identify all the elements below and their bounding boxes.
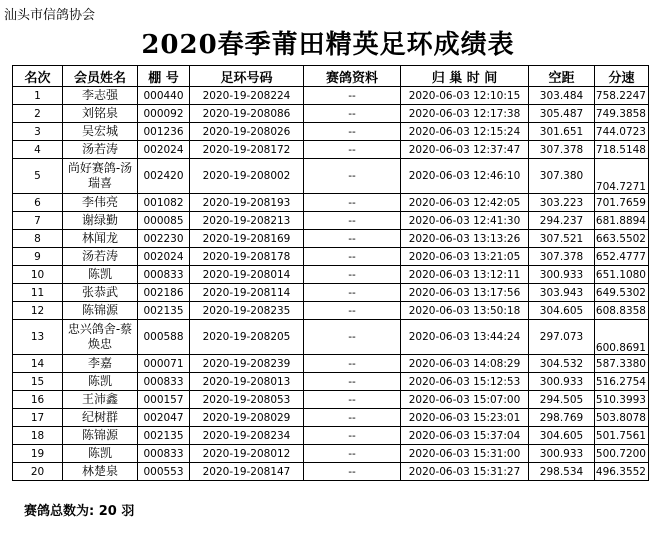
member-name-cell: 陈凯 <box>63 445 138 463</box>
header-rank: 名次 <box>13 66 63 87</box>
header-pigeon-info: 赛鸽资料 <box>304 66 401 87</box>
speed-cell: 503.8078 <box>595 409 649 427</box>
ring-number-cell: 2020-19-208169 <box>190 230 304 248</box>
member-name-cell: 纪树群 <box>63 409 138 427</box>
table-row <box>13 248 649 266</box>
ring-number-cell: 2020-19-208053 <box>190 391 304 409</box>
table-row <box>13 87 649 105</box>
speed-cell: 516.2754 <box>595 373 649 391</box>
shed-number-cell: 000092 <box>138 105 190 123</box>
arrival-time-cell: 2020-06-03 13:44:24 <box>401 320 529 355</box>
distance-cell: 294.505 <box>529 391 595 409</box>
pigeon-info-cell: -- <box>304 141 401 159</box>
ring-number-cell: 2020-19-208172 <box>190 141 304 159</box>
rank-cell: 19 <box>13 445 63 463</box>
ring-number-cell: 2020-19-208205 <box>190 320 304 355</box>
member-name-cell: 汤若涛 <box>63 141 138 159</box>
speed-cell: 496.3552 <box>595 463 649 481</box>
pigeon-info-cell: -- <box>304 391 401 409</box>
table-row <box>13 284 649 302</box>
member-name-cell: 吴宏城 <box>63 123 138 141</box>
member-name-cell: 陈凯 <box>63 373 138 391</box>
speed-cell: 704.7271 <box>595 159 649 194</box>
rank-cell: 11 <box>13 284 63 302</box>
ring-number-cell: 2020-19-208014 <box>190 266 304 284</box>
arrival-time-cell: 2020-06-03 12:42:05 <box>401 194 529 212</box>
table-row <box>13 230 649 248</box>
ring-number-cell: 2020-19-208086 <box>190 105 304 123</box>
distance-cell: 298.534 <box>529 463 595 481</box>
rank-cell: 10 <box>13 266 63 284</box>
ring-number-cell: 2020-19-208013 <box>190 373 304 391</box>
table-row <box>13 212 649 230</box>
rank-cell: 5 <box>13 159 63 194</box>
member-name-cell: 王沛鑫 <box>63 391 138 409</box>
table-row <box>13 105 649 123</box>
rank-cell: 7 <box>13 212 63 230</box>
pigeon-info-cell: -- <box>304 87 401 105</box>
rank-cell: 20 <box>13 463 63 481</box>
shed-number-cell: 002230 <box>138 230 190 248</box>
shed-number-cell: 000071 <box>138 355 190 373</box>
speed-cell: 651.1080 <box>595 266 649 284</box>
rank-cell: 18 <box>13 427 63 445</box>
arrival-time-cell: 2020-06-03 13:50:18 <box>401 302 529 320</box>
shed-number-cell: 000833 <box>138 266 190 284</box>
shed-number-cell: 001236 <box>138 123 190 141</box>
shed-number-cell: 002135 <box>138 302 190 320</box>
arrival-time-cell: 2020-06-03 12:46:10 <box>401 159 529 194</box>
arrival-time-cell: 2020-06-03 12:41:30 <box>401 212 529 230</box>
distance-cell: 307.380 <box>529 159 595 194</box>
speed-cell: 749.3858 <box>595 105 649 123</box>
shed-number-cell: 000157 <box>138 391 190 409</box>
distance-cell: 298.769 <box>529 409 595 427</box>
speed-cell: 652.4777 <box>595 248 649 266</box>
member-name-cell: 林闻龙 <box>63 230 138 248</box>
distance-cell: 304.605 <box>529 427 595 445</box>
arrival-time-cell: 2020-06-03 13:21:05 <box>401 248 529 266</box>
member-name-cell: 李志强 <box>63 87 138 105</box>
arrival-time-cell: 2020-06-03 14:08:29 <box>401 355 529 373</box>
arrival-time-cell: 2020-06-03 13:17:56 <box>401 284 529 302</box>
header-ring-number: 足环号码 <box>190 66 304 87</box>
distance-cell: 304.532 <box>529 355 595 373</box>
header-shed-number: 棚 号 <box>138 66 190 87</box>
pigeon-info-cell: -- <box>304 105 401 123</box>
arrival-time-cell: 2020-06-03 12:10:15 <box>401 87 529 105</box>
distance-cell: 307.378 <box>529 248 595 266</box>
table-row <box>13 123 649 141</box>
member-name-cell: 尚好赛鸽-汤瑞喜 <box>63 159 138 194</box>
ring-number-cell: 2020-19-208193 <box>190 194 304 212</box>
shed-number-cell: 000440 <box>138 87 190 105</box>
rank-cell: 16 <box>13 391 63 409</box>
shed-number-cell: 000085 <box>138 212 190 230</box>
member-name-cell: 刘铭泉 <box>63 105 138 123</box>
ring-number-cell: 2020-19-208147 <box>190 463 304 481</box>
distance-cell: 303.223 <box>529 194 595 212</box>
pigeon-info-cell: -- <box>304 284 401 302</box>
shed-number-cell: 002047 <box>138 409 190 427</box>
pigeon-info-cell: -- <box>304 320 401 355</box>
pigeon-info-cell: -- <box>304 355 401 373</box>
rank-cell: 2 <box>13 105 63 123</box>
rank-cell: 14 <box>13 355 63 373</box>
speed-cell: 587.3380 <box>595 355 649 373</box>
table-body <box>13 87 649 481</box>
member-name-cell: 汤若涛 <box>63 248 138 266</box>
shed-number-cell: 002024 <box>138 248 190 266</box>
member-name-cell: 张恭武 <box>63 284 138 302</box>
rank-cell: 9 <box>13 248 63 266</box>
pigeon-info-cell: -- <box>304 427 401 445</box>
distance-cell: 300.933 <box>529 445 595 463</box>
arrival-time-cell: 2020-06-03 15:37:04 <box>401 427 529 445</box>
rank-cell: 3 <box>13 123 63 141</box>
rank-cell: 15 <box>13 373 63 391</box>
distance-cell: 300.933 <box>529 373 595 391</box>
arrival-time-cell: 2020-06-03 12:17:38 <box>401 105 529 123</box>
ring-number-cell: 2020-19-208213 <box>190 212 304 230</box>
arrival-time-cell: 2020-06-03 15:07:00 <box>401 391 529 409</box>
distance-cell: 294.237 <box>529 212 595 230</box>
shed-number-cell: 000553 <box>138 463 190 481</box>
arrival-time-cell: 2020-06-03 15:12:53 <box>401 373 529 391</box>
arrival-time-cell: 2020-06-03 12:15:24 <box>401 123 529 141</box>
shed-number-cell: 000588 <box>138 320 190 355</box>
table-row <box>13 445 649 463</box>
table-row <box>13 463 649 481</box>
pigeon-info-cell: -- <box>304 248 401 266</box>
table-row <box>13 320 649 355</box>
header-speed: 分速 <box>595 66 649 87</box>
ring-number-cell: 2020-19-208029 <box>190 409 304 427</box>
page-title: 2020春季莆田精英足环成绩表 <box>141 30 515 60</box>
member-name-cell: 李伟亮 <box>63 194 138 212</box>
table-row <box>13 266 649 284</box>
rank-cell: 4 <box>13 141 63 159</box>
pigeon-info-cell: -- <box>304 230 401 248</box>
ring-number-cell: 2020-19-208234 <box>190 427 304 445</box>
table-header-row <box>13 66 649 87</box>
pigeon-info-cell: -- <box>304 266 401 284</box>
speed-cell: 758.2247 <box>595 87 649 105</box>
speed-cell: 744.0723 <box>595 123 649 141</box>
table-row <box>13 409 649 427</box>
member-name-cell: 林楚泉 <box>63 463 138 481</box>
arrival-time-cell: 2020-06-03 15:31:00 <box>401 445 529 463</box>
ring-number-cell: 2020-19-208026 <box>190 123 304 141</box>
distance-cell: 297.073 <box>529 320 595 355</box>
shed-number-cell: 002420 <box>138 159 190 194</box>
pigeon-info-cell: -- <box>304 373 401 391</box>
ring-number-cell: 2020-19-208235 <box>190 302 304 320</box>
rank-cell: 6 <box>13 194 63 212</box>
distance-cell: 304.605 <box>529 302 595 320</box>
arrival-time-cell: 2020-06-03 15:31:27 <box>401 463 529 481</box>
shed-number-cell: 002024 <box>138 141 190 159</box>
ring-number-cell: 2020-19-208178 <box>190 248 304 266</box>
shed-number-cell: 002186 <box>138 284 190 302</box>
header-distance: 空距 <box>529 66 595 87</box>
distance-cell: 307.378 <box>529 141 595 159</box>
speed-cell: 701.7659 <box>595 194 649 212</box>
rank-cell: 12 <box>13 302 63 320</box>
pigeon-info-cell: -- <box>304 445 401 463</box>
header-arrival-time: 归 巢 时 间 <box>401 66 529 87</box>
speed-cell: 718.5148 <box>595 141 649 159</box>
pigeon-info-cell: -- <box>304 123 401 141</box>
pigeon-info-cell: -- <box>304 409 401 427</box>
member-name-cell: 陈锦源 <box>63 427 138 445</box>
member-name-cell: 李嘉 <box>63 355 138 373</box>
speed-cell: 663.5502 <box>595 230 649 248</box>
table-row <box>13 391 649 409</box>
speed-cell: 500.7200 <box>595 445 649 463</box>
shed-number-cell: 000833 <box>138 373 190 391</box>
speed-cell: 501.7561 <box>595 427 649 445</box>
table-row <box>13 302 649 320</box>
distance-cell: 303.943 <box>529 284 595 302</box>
ring-number-cell: 2020-19-208239 <box>190 355 304 373</box>
speed-cell: 649.5302 <box>595 284 649 302</box>
speed-cell: 681.8894 <box>595 212 649 230</box>
total-count: 赛鸽总数为: 20 羽 <box>24 504 135 519</box>
pigeon-info-cell: -- <box>304 212 401 230</box>
rank-cell: 1 <box>13 87 63 105</box>
member-name-cell: 陈锦源 <box>63 302 138 320</box>
ring-number-cell: 2020-19-208012 <box>190 445 304 463</box>
member-name-cell: 忠兴鸽舍-蔡焕忠 <box>63 320 138 355</box>
pigeon-info-cell: -- <box>304 302 401 320</box>
rank-cell: 13 <box>13 320 63 355</box>
distance-cell: 301.651 <box>529 123 595 141</box>
member-name-cell: 陈凯 <box>63 266 138 284</box>
results-table <box>12 65 649 481</box>
ring-number-cell: 2020-19-208224 <box>190 87 304 105</box>
speed-cell: 510.3993 <box>595 391 649 409</box>
pigeon-info-cell: -- <box>304 194 401 212</box>
table-row <box>13 427 649 445</box>
arrival-time-cell: 2020-06-03 13:12:11 <box>401 266 529 284</box>
rank-cell: 8 <box>13 230 63 248</box>
member-name-cell: 谢绿勤 <box>63 212 138 230</box>
speed-cell: 608.8358 <box>595 302 649 320</box>
distance-cell: 303.484 <box>529 87 595 105</box>
shed-number-cell: 000833 <box>138 445 190 463</box>
shed-number-cell: 002135 <box>138 427 190 445</box>
pigeon-info-cell: -- <box>304 463 401 481</box>
arrival-time-cell: 2020-06-03 13:13:26 <box>401 230 529 248</box>
ring-number-cell: 2020-19-208114 <box>190 284 304 302</box>
pigeon-info-cell: -- <box>304 159 401 194</box>
header-member-name: 会员姓名 <box>63 66 138 87</box>
table-row <box>13 159 649 194</box>
organization-name: 汕头市信鸽协会 <box>4 8 96 23</box>
distance-cell: 305.487 <box>529 105 595 123</box>
table-row <box>13 373 649 391</box>
distance-cell: 300.933 <box>529 266 595 284</box>
arrival-time-cell: 2020-06-03 15:23:01 <box>401 409 529 427</box>
table-row <box>13 141 649 159</box>
distance-cell: 307.521 <box>529 230 595 248</box>
table-row <box>13 194 649 212</box>
shed-number-cell: 001082 <box>138 194 190 212</box>
rank-cell: 17 <box>13 409 63 427</box>
speed-cell: 600.8691 <box>595 320 649 355</box>
ring-number-cell: 2020-19-208002 <box>190 159 304 194</box>
table-row <box>13 355 649 373</box>
arrival-time-cell: 2020-06-03 12:37:47 <box>401 141 529 159</box>
